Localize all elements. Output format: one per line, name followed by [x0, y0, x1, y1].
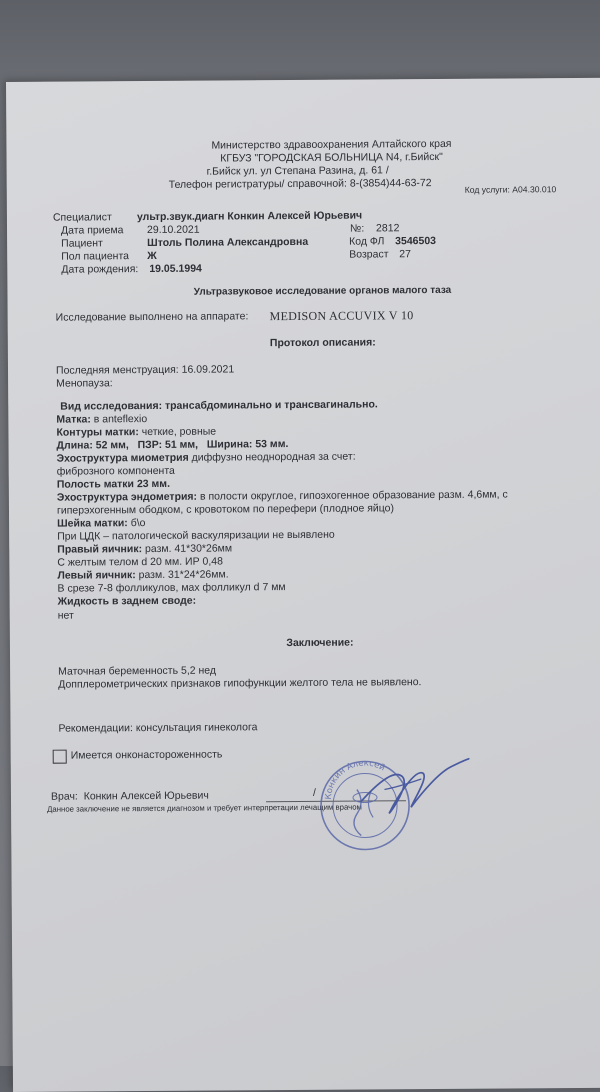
- corpus-luteum: С желтым телом d 20 мм. ИР 0,48: [57, 555, 223, 569]
- conclusion-line1: Маточная беременность 5,2 нед: [58, 664, 217, 678]
- endometrium-cont: гиперэхогенным ободком, с кровотоком по перефери (плодное яйцо): [56, 502, 395, 517]
- age-label: Возраст: [349, 248, 389, 261]
- right-ovary-label: Правый яичник:: [57, 543, 143, 556]
- cervix-label: Шейка матки:: [57, 517, 128, 530]
- fluid-value: нет: [57, 609, 74, 622]
- header-hospital: КГБУЗ "ГОРОДСКАЯ БОЛЬНИЦА N4, г.Бийск": [220, 150, 443, 165]
- oncology-checkbox-label: Имеется онконастороженность: [70, 748, 223, 762]
- birth-label: Дата рождения:: [61, 263, 139, 276]
- cervix-value: б\о: [130, 517, 146, 530]
- patient-value: Штоль Полина Александровна: [147, 235, 309, 250]
- code-value: 3546503: [395, 235, 437, 248]
- doctor-stamp-signature: [301, 739, 472, 860]
- conclusion-line2: Допплерометрических признаков гипофункции желтого тела не выявлено.: [58, 676, 422, 691]
- contours-value: четкие, ровные: [141, 425, 217, 439]
- disclaimer: Данное заключение не является диагнозом и требует интерпретации лечащим врачом: [47, 802, 362, 814]
- number-value: 2812: [375, 222, 400, 235]
- length-label: Длина:: [56, 439, 93, 452]
- follicles: В срезе 7-8 фолликулов, мах фолликул d 7 мм: [57, 581, 286, 595]
- right-ovary-value: разм. 41*30*26мм: [144, 542, 233, 556]
- width-value: 53 мм.: [255, 438, 289, 451]
- device-value: MEDISON ACCUVIX V 10: [269, 308, 414, 324]
- birth-value: 19.05.1994: [149, 262, 202, 276]
- exam-type: Вид исследования: трансабдоминально и трансвагинально.: [60, 398, 378, 413]
- stamp-text: Конкин Алексей: [323, 758, 387, 801]
- cavity-value: 23 мм.: [136, 477, 171, 491]
- sex-label: Пол пациента: [61, 250, 130, 263]
- code-label: Код ФЛ: [349, 235, 385, 248]
- exam-title: Ультразвуковое исследование органов малого таза: [193, 284, 452, 298]
- doctor-label: Врач:: [50, 790, 78, 803]
- patient-label: Пациент: [61, 237, 103, 250]
- left-ovary-value: разм. 31*24*26мм.: [138, 568, 229, 582]
- specialist-label: Специалист: [52, 211, 112, 224]
- cavity-label: Полость матки: [56, 478, 135, 491]
- header-phone: Телефон регистратуры/ справочной: 8-(3854)44-63-72: [168, 177, 432, 191]
- last-menstruation: Последняя менструация: 16.09.2021: [55, 363, 235, 377]
- fluid-label: Жидкость в заднем своде:: [57, 594, 197, 608]
- length-value: 52 мм,: [95, 439, 129, 452]
- width-label: Ширина:: [206, 438, 253, 451]
- svg-text:Конкин Алексей: [324, 758, 387, 800]
- endometrium-label: Эхоструктура эндометрия:: [56, 490, 198, 504]
- recommendation: Рекомендации: консультация гинеколога: [58, 721, 258, 735]
- age-value: 27: [399, 248, 411, 261]
- cdk-note: При ЦДК – патологической васкуляризации не выявлено: [57, 528, 335, 543]
- myometrium-cont: фиброзного компонента: [56, 464, 175, 478]
- protocol-title: Протокол описания:: [269, 336, 376, 350]
- specialist-value: ультр.звук.диагн Конкин Алексей Юрьевич: [136, 209, 363, 224]
- date-label: Дата приема: [60, 224, 124, 237]
- header-address: г.Бийск ул. ул Степана Разина, д. 61 /: [206, 164, 389, 178]
- number-label: №:: [349, 222, 365, 235]
- left-ovary-label: Левый яичник:: [57, 569, 136, 582]
- header-ministry: Министерство здравоохранения Алтайского края: [211, 137, 452, 152]
- uterus-label: Матка:: [56, 413, 91, 426]
- conclusion-title: Заключение:: [286, 636, 354, 650]
- myometrium-label: Эхоструктура миометрия: [56, 451, 189, 465]
- doctor-name: Конкин Алексей Юрьевич: [83, 789, 209, 803]
- endometrium-value: в полости округлое, гипоэхогенное образование разм. 4,6мм, с: [199, 488, 508, 503]
- pzr-label: ПЗР:: [137, 438, 163, 452]
- signature-slash: /: [312, 786, 316, 799]
- contours-label: Контуры матки:: [56, 426, 139, 439]
- sex-value: Ж: [147, 249, 157, 263]
- pzr-value: 51 мм,: [164, 438, 199, 451]
- date-value: 29.10.2021: [146, 223, 200, 237]
- oncology-checkbox[interactable]: [53, 750, 67, 764]
- menopause: Менопауза:: [56, 377, 113, 390]
- device-label: Исследование выполнено на аппарате:: [55, 310, 249, 324]
- service-code: Код услуги: A04.30.010: [464, 184, 557, 195]
- myometrium-value: диффузно неоднородная за счет:: [191, 450, 356, 464]
- uterus-value: в anteflexio: [93, 413, 148, 426]
- document-sheet: [6, 78, 600, 1092]
